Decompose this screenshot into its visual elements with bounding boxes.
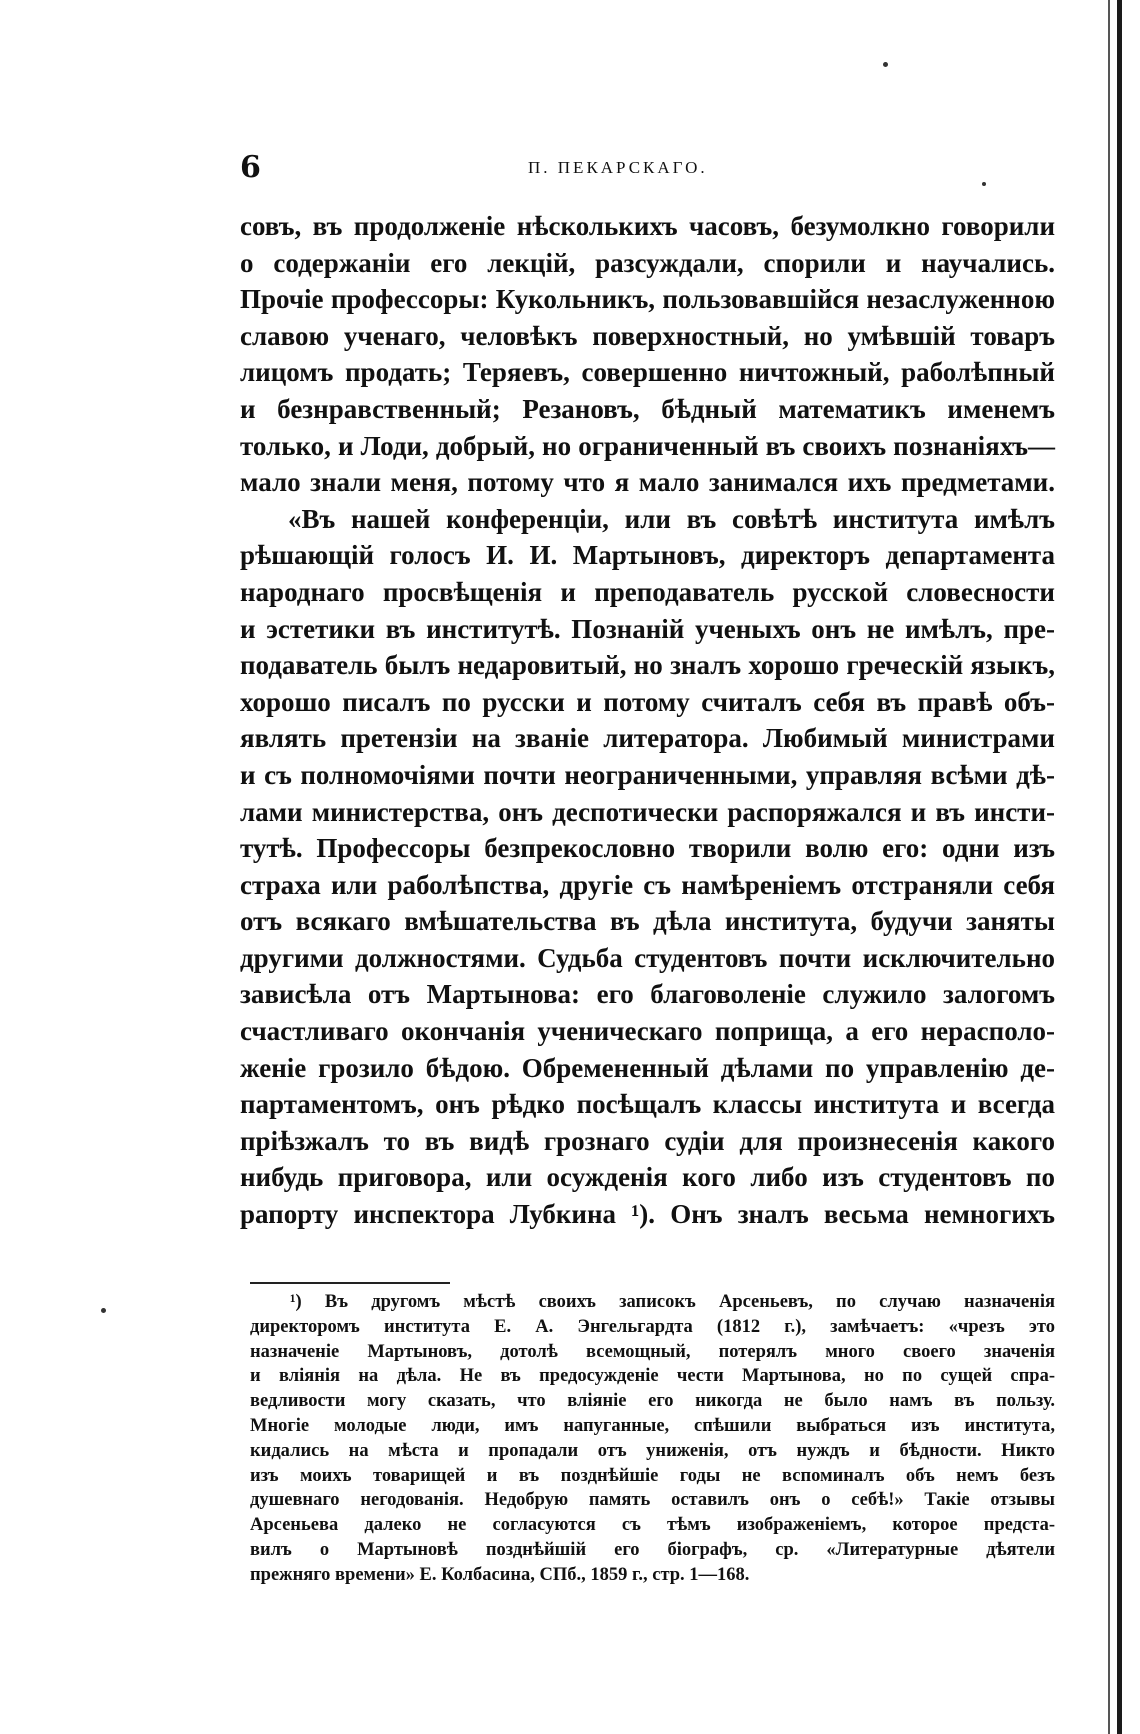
footnote-line: и вліянія на дѣла. Не въ предосужденіе чести Мартынова, но по сущей спра- <box>250 1366 1055 1387</box>
footnote-line: назначеніе Мартыновъ, дотолѣ всемощный, потерялъ много своего значенія <box>250 1341 1055 1362</box>
text-line: зависѣла отъ Мартынова: его благоволеніе служило залогомъ <box>240 979 1055 1010</box>
footnote-line: изъ моихъ товарищей и въ позднѣйшіе годы не вспоминалъ объ немъ безъ <box>250 1465 1055 1486</box>
footnote-line: Арсеньева далеко не согласуются съ тѣмъ изображеніемъ, которое предста- <box>250 1515 1055 1536</box>
text-line: хорошо писалъ по русски и потому считалъ себя въ правѣ объ- <box>240 686 1055 717</box>
text-line: другими должностями. Судьба студентовъ почти исключительно <box>240 942 1055 973</box>
footnote-block <box>250 1290 1055 1588</box>
text-line: партаментомъ, онъ рѣдко посѣщалъ классы института и всегда <box>240 1089 1055 1120</box>
footnote-line: кидались на мѣста и пропадали отъ униженія, отъ нуждъ и бѣдности. Никто <box>250 1440 1055 1461</box>
page-edge-binding <box>1117 0 1122 1734</box>
text-line: тутѣ. Профессоры безпрекословно творили волю его: одни изъ <box>240 833 1055 864</box>
text-line: и безнравственный; Резановъ, бѣдный математикъ именемъ <box>240 393 1055 424</box>
text-line: нибудь приговора, или осужденія кого либо изъ студентовъ по <box>240 1162 1055 1193</box>
text-line: пріѣзжалъ то въ видѣ грознаго судіи для произнесенія какого <box>240 1125 1055 1156</box>
text-line: лами министерства, онъ деспотически распоряжался и въ инсти- <box>240 796 1055 827</box>
text-line: отъ всякаго вмѣшательства въ дѣла института, будучи заняты <box>240 906 1055 937</box>
footnote-line: директоромъ института Е. А. Энгельгардта (1812 г.), замѣчаетъ: «чрезъ это <box>250 1316 1055 1337</box>
main-text <box>240 208 1055 1233</box>
text-line: рапорту инспектора Лубкина ¹). Онъ зналъ весьма немногихъ <box>240 1199 1055 1230</box>
text-line: и съ полномочіями почти неограниченными, управляя всѣми дѣ- <box>240 759 1055 790</box>
text-line: мало знали меня, потому что я мало занимался ихъ предметами. <box>240 467 1055 498</box>
text-line: счастливаго окончанія ученическаго поприща, а его нерасполо- <box>240 1016 1055 1047</box>
text-line-paragraph-start: «Въ нашей конференціи, или въ совѣтѣ института имѣлъ <box>288 503 1055 534</box>
page-edge-shadow <box>1108 0 1110 1734</box>
footnote-line: душевнаго негодованія. Недобрую память оставилъ онъ о себѣ!» Такіе отзывы <box>250 1490 1055 1511</box>
footnote-divider <box>250 1282 450 1284</box>
text-line: народнаго просвѣщенія и преподаватель русской словесности <box>240 576 1055 607</box>
text-line: рѣшающій голосъ И. И. Мартыновъ, директоръ департамента <box>240 540 1055 571</box>
text-line: и эстетики въ институтѣ. Познаній ученыхъ онъ не имѣлъ, пре- <box>240 613 1055 644</box>
scan-speck <box>101 1308 106 1313</box>
page-number: 6 <box>240 150 261 185</box>
text-line: женіе грозило бѣдою. Обремененный дѣлами по управленію де- <box>240 1052 1055 1083</box>
footnote-line: ¹) Въ другомъ мѣстѣ своихъ записокъ Арсеньевъ, по случаю назначенія <box>290 1292 1055 1312</box>
text-line: являть претензіи на званіе литератора. Любимый министрами <box>240 723 1055 754</box>
running-head: П. ПЕКАРСКАГО. <box>528 158 708 177</box>
scan-speck <box>883 62 888 67</box>
text-line: совъ, въ продолженіе нѣсколькихъ часовъ, безумолкно говорили <box>240 211 1055 241</box>
footnote-line: прежняго времени» Е. Колбасина, СПб., 1859 г., стр. 1—168. <box>250 1564 750 1585</box>
footnote-line: Многіе молодые люди, имъ напуганные, спѣшили выбраться изъ института, <box>250 1415 1055 1436</box>
footnote-line: вилъ о Мартыновѣ позднѣйшій его біографъ, ср. «Литературные дѣятели <box>250 1539 1055 1560</box>
text-line: страха или раболѣпства, другіе съ намѣреніемъ отстраняли себя <box>240 869 1055 900</box>
text-line: подаватель былъ недаровитый, но зналъ хорошо греческій языкъ, <box>240 650 1055 681</box>
text-line: славою ученаго, человѣкъ поверхностный, но умѣвшій товаръ <box>240 320 1055 351</box>
text-line: Прочіе профессоры: Кукольникъ, пользовавшійся незаслуженною <box>240 284 1055 315</box>
footnote-line: ведливости могу сказать, что вліяніе его никогда не было намъ въ пользу. <box>250 1391 1055 1412</box>
text-line: о содержаніи его лекцій, разсуждали, спорили и научались. <box>240 247 1055 278</box>
text-line: только, и Лоди, добрый, но ограниченный въ своихъ познаніяхъ— <box>240 430 1055 461</box>
page-header <box>240 150 1060 190</box>
text-line: лицомъ продать; Теряевъ, совершенно ничтожный, раболѣпный <box>240 357 1055 388</box>
